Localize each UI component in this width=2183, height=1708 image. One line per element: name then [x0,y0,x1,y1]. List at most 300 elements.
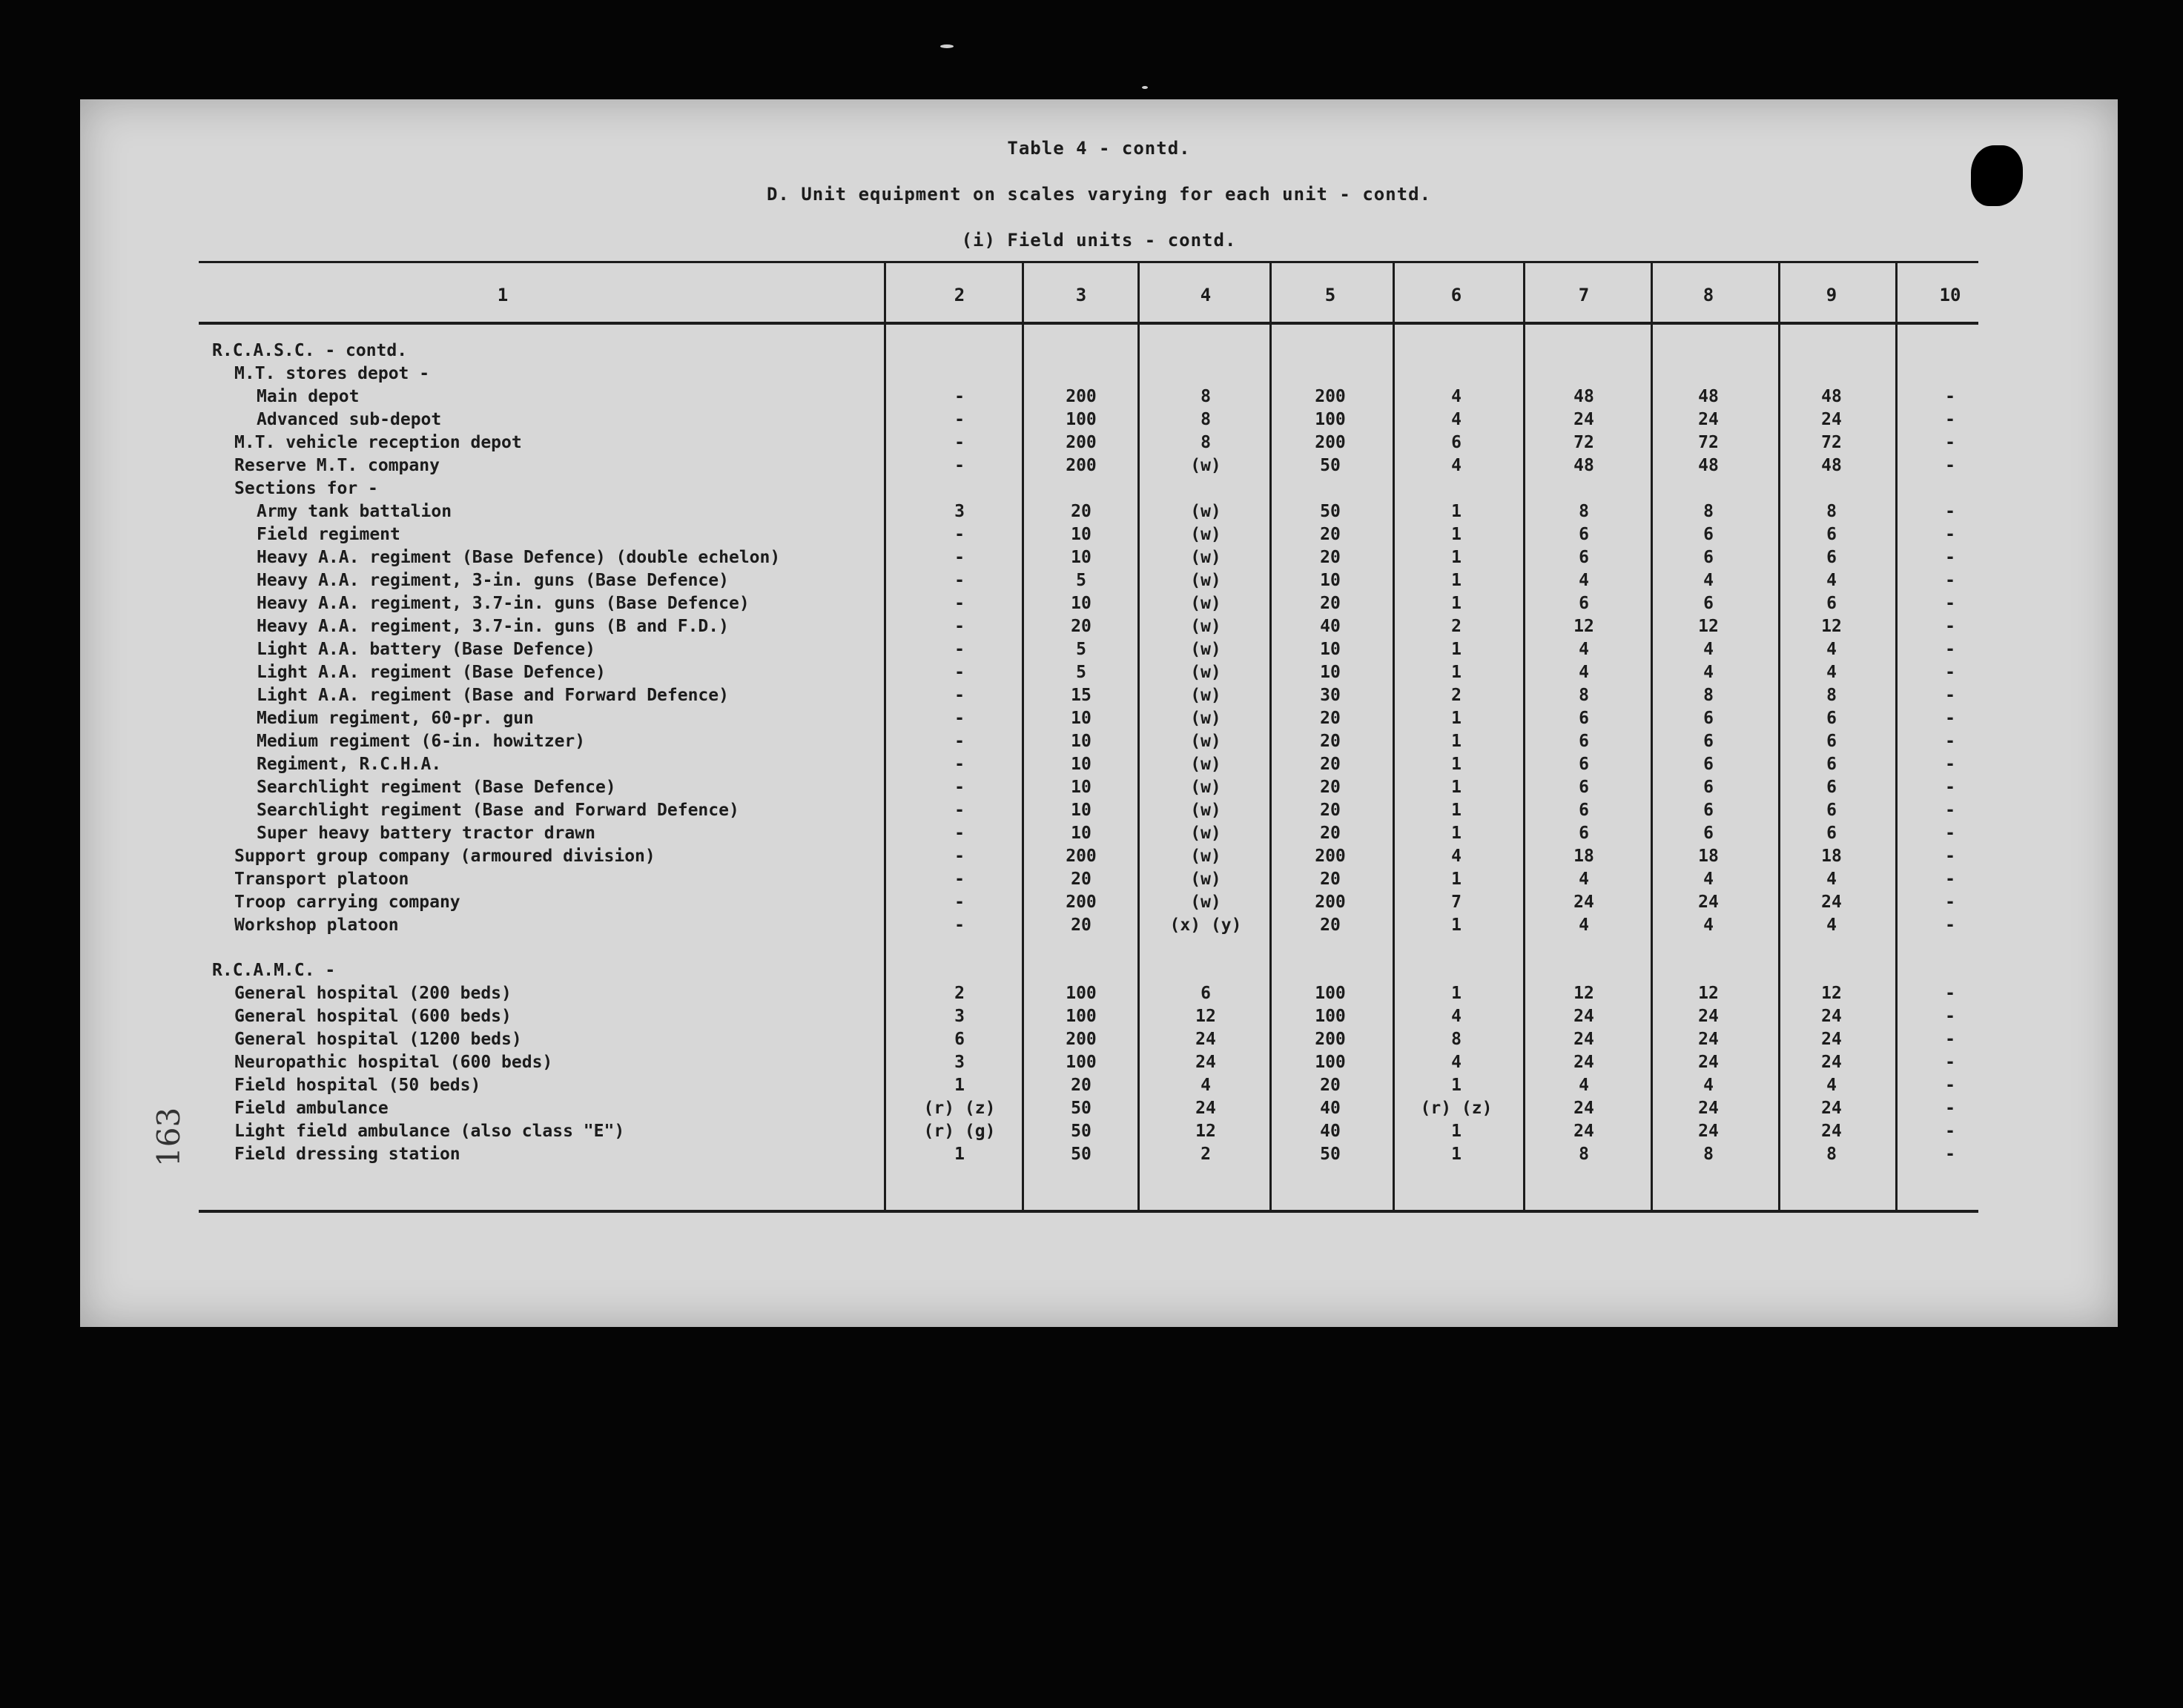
table-cell: 6 [1826,594,1837,613]
table-cell: 8 [1703,686,1714,705]
table-cell: 100 [1315,410,1346,429]
table-cell: 6 [1826,525,1837,544]
row-label: Sections for - [234,479,378,498]
table-cell: 12 [1821,984,1842,1003]
column-number: 4 [1200,285,1212,305]
table-cell: 20 [1320,916,1341,935]
table-cell: 12 [1698,984,1719,1003]
table-cell: 200 [1066,847,1097,866]
table-row [80,479,2118,501]
table-cell: 1 [1451,778,1462,797]
table-cell: 6 [954,1030,965,1049]
table-cell: - [1945,456,1955,475]
table-cell: 20 [1320,525,1341,544]
table-cell: 8 [1826,686,1837,705]
film-speck [1142,86,1148,89]
table-cell: 100 [1315,1053,1346,1072]
table-row [80,709,2118,731]
table-cell: 24 [1821,1030,1842,1049]
table-cell: 10 [1071,801,1092,820]
table-cell: - [954,456,965,475]
table-cell: (w) [1190,893,1221,912]
table-cell: 50 [1071,1099,1092,1118]
table-cell: 6 [1579,755,1589,774]
table-cell: (w) [1190,456,1221,475]
page-subsubtitle: (i) Field units - contd. [961,230,1237,251]
table-cell: 20 [1320,1076,1341,1095]
table-cell: 12 [1698,617,1719,636]
table-cell: 8 [1201,433,1211,452]
row-label: Light field ambulance (also class "E") [234,1122,625,1141]
row-label: Field dressing station [234,1145,460,1164]
table-cell: (w) [1190,847,1221,866]
table-cell: (x) (y) [1169,916,1242,935]
table-cell: 24 [1573,1007,1594,1026]
table-cell: (w) [1190,870,1221,889]
table-cell: 24 [1698,1122,1719,1141]
table-cell: 24 [1573,1053,1594,1072]
table-row [80,548,2118,570]
table-cell: 4 [1201,1076,1211,1095]
table-cell: 1 [1451,640,1462,659]
row-label: Field hospital (50 beds) [234,1076,481,1095]
table-cell: (w) [1190,502,1221,521]
table-cell: 24 [1821,1053,1842,1072]
table-cell: - [954,548,965,567]
table-body [80,99,2118,1327]
table-cell: 1 [954,1145,965,1164]
table-cell: 24 [1698,1053,1719,1072]
table-cell: - [954,755,965,774]
table-cell: 6 [1826,548,1837,567]
table-cell: 24 [1698,893,1719,912]
table-cell: - [1945,525,1955,544]
table-row [80,364,2118,386]
table-cell: 1 [1451,1122,1462,1141]
table-cell: 1 [1451,525,1462,544]
row-label: Light A.A. battery (Base Defence) [257,640,595,659]
table-cell: (w) [1190,801,1221,820]
table-cell: 20 [1320,732,1341,751]
table-cell: - [1945,732,1955,751]
row-label: Support group company (armoured division) [234,847,655,866]
table-row [80,663,2118,685]
table-cell: - [1945,548,1955,567]
table-row [80,594,2118,616]
table-cell: 10 [1071,594,1092,613]
row-label: M.T. stores depot - [234,364,430,383]
table-cell: 4 [1826,916,1837,935]
table-cell: 20 [1320,755,1341,774]
table-cell: 40 [1320,1122,1341,1141]
table-row [80,1007,2118,1029]
column-number: 2 [954,285,965,305]
table-cell: 10 [1071,824,1092,843]
row-label: Field regiment [257,525,400,544]
table-cell: 6 [1451,433,1462,452]
table-cell: 10 [1071,732,1092,751]
table-cell: (w) [1190,778,1221,797]
table-cell: - [954,433,965,452]
table-cell: 100 [1066,410,1097,429]
column-number: 9 [1826,285,1837,305]
table-cell: 50 [1320,456,1341,475]
table-cell: - [954,410,965,429]
row-label: General hospital (600 beds) [234,1007,512,1026]
column-number: 6 [1450,285,1462,305]
table-cell: 48 [1573,456,1594,475]
table-cell: 2 [1451,686,1462,705]
column-number: 5 [1324,285,1336,305]
table-cell: 6 [1579,709,1589,728]
table-cell: 24 [1573,1122,1594,1141]
table-cell: 12 [1573,617,1594,636]
table-cell: 20 [1320,548,1341,567]
table-cell: 3 [954,1053,965,1072]
table-cell: 4 [1703,870,1714,889]
table-cell: (w) [1190,663,1221,682]
table-cell: 1 [1451,824,1462,843]
table-cell: (w) [1190,732,1221,751]
table-cell: 12 [1195,1007,1216,1026]
table-cell: 24 [1573,893,1594,912]
table-cell: 4 [1451,387,1462,406]
table-cell: 1 [1451,1076,1462,1095]
table-cell: 6 [1826,801,1837,820]
table-cell: - [954,916,965,935]
table-cell: - [1945,1122,1955,1141]
table-cell: 10 [1071,755,1092,774]
table-cell: 200 [1315,893,1346,912]
row-label: Searchlight regiment (Base and Forward Defence) [257,801,739,820]
table-cell: - [1945,1007,1955,1026]
row-label: M.T. vehicle reception depot [234,433,522,452]
table-cell: 48 [1573,387,1594,406]
table-cell: - [954,847,965,866]
table-cell: - [1945,847,1955,866]
table-cell: 12 [1573,984,1594,1003]
table-cell: 4 [1579,870,1589,889]
table-row [80,1076,2118,1098]
table-cell: 8 [1201,387,1211,406]
table-cell: 48 [1698,456,1719,475]
table-cell: 24 [1195,1053,1216,1072]
table-row [80,617,2118,639]
table-cell: 20 [1320,594,1341,613]
table-cell: 6 [1826,778,1837,797]
table-cell: - [1945,1053,1955,1072]
table-cell: 6 [1703,778,1714,797]
table-cell: - [1945,640,1955,659]
table-cell: (w) [1190,686,1221,705]
row-label: Regiment, R.C.H.A. [257,755,442,774]
table-cell: 24 [1821,1099,1842,1118]
table-cell: 7 [1451,893,1462,912]
row-label: Advanced sub-depot [257,410,442,429]
table-cell: 6 [1826,824,1837,843]
table-cell: 72 [1698,433,1719,452]
table-cell: 1 [1451,571,1462,590]
handwritten-page-number: 163 [151,1107,187,1167]
table-cell: 4 [1451,456,1462,475]
table-cell: - [954,870,965,889]
table-row [80,1099,2118,1121]
table-cell: - [954,686,965,705]
row-label: Heavy A.A. regiment, 3.7-in. guns (B and F.D.) [257,617,729,636]
table-row [80,870,2118,892]
table-cell: 12 [1195,1122,1216,1141]
table-cell: 8 [1703,1145,1714,1164]
table-cell: 24 [1821,1007,1842,1026]
table-cell: 4 [1826,663,1837,682]
table-row [80,1030,2118,1052]
table-cell: - [954,824,965,843]
table-cell: 200 [1066,456,1097,475]
table-cell: (w) [1190,824,1221,843]
table-cell: - [1945,686,1955,705]
table-cell: 12 [1821,617,1842,636]
table-cell: 100 [1315,1007,1346,1026]
column-number: 10 [1939,285,1961,305]
table-cell: (w) [1190,594,1221,613]
table-row [80,961,2118,983]
table-row [80,456,2118,478]
row-label: General hospital (200 beds) [234,984,512,1003]
table-cell: 4 [1703,640,1714,659]
table-cell: 18 [1573,847,1594,866]
table-cell: 50 [1320,502,1341,521]
table-row [80,433,2118,455]
table-cell: 1 [1451,709,1462,728]
table-cell: - [954,594,965,613]
row-label: Reserve M.T. company [234,456,440,475]
table-cell: 200 [1066,387,1097,406]
table-cell: 6 [1703,801,1714,820]
table-cell: - [954,709,965,728]
table-cell: - [1945,433,1955,452]
table-cell: 1 [1451,916,1462,935]
table-row [80,916,2118,938]
table-cell: 100 [1066,1053,1097,1072]
table-row [80,1145,2118,1167]
table-cell: (w) [1190,571,1221,590]
table-cell: 24 [1821,893,1842,912]
table-cell: 200 [1315,387,1346,406]
table-cell: 4 [1451,847,1462,866]
table-cell: 6 [1579,548,1589,567]
table-cell: 50 [1071,1122,1092,1141]
table-cell: 5 [1076,640,1086,659]
table-cell: (r) (z) [923,1099,996,1118]
table-cell: 6 [1703,732,1714,751]
table-cell: - [954,663,965,682]
table-cell: - [1945,984,1955,1003]
table-cell: 6 [1703,525,1714,544]
table-cell: 100 [1066,984,1097,1003]
table-cell: 4 [1703,663,1714,682]
table-cell: 20 [1071,1076,1092,1095]
table-cell: 1 [1451,801,1462,820]
table-cell: 10 [1071,709,1092,728]
table-cell: 48 [1821,456,1842,475]
table-cell: 4 [1579,663,1589,682]
table-cell: - [1945,1076,1955,1095]
table-cell: 6 [1579,824,1589,843]
document-sheet [80,99,2118,1327]
table-cell: (r) (z) [1420,1099,1493,1118]
table-cell: 20 [1320,778,1341,797]
table-cell: (w) [1190,709,1221,728]
row-label: Transport platoon [234,870,409,889]
table-cell: 4 [1703,571,1714,590]
table-cell: 5 [1076,663,1086,682]
row-label: Heavy A.A. regiment (Base Defence) (double echelon) [257,548,781,567]
table-cell: - [1945,410,1955,429]
table-cell: 24 [1573,410,1594,429]
table-row [80,732,2118,754]
table-cell: 20 [1320,824,1341,843]
table-cell: 6 [1703,594,1714,613]
table-cell: 20 [1071,870,1092,889]
table-cell: 20 [1320,870,1341,889]
table-cell: - [1945,594,1955,613]
table-row [80,778,2118,800]
table-cell: 4 [1451,1007,1462,1026]
table-cell: 24 [1821,410,1842,429]
table-cell: 3 [954,1007,965,1026]
table-cell: 72 [1573,433,1594,452]
table-cell: 5 [1076,571,1086,590]
table-row [80,525,2118,547]
table-cell: (w) [1190,617,1221,636]
table-cell: 10 [1071,548,1092,567]
table-cell: - [1945,663,1955,682]
table-cell: 24 [1195,1099,1216,1118]
table-cell: 6 [1579,801,1589,820]
table-cell: - [1945,1145,1955,1164]
table-row [80,571,2118,593]
table-cell: - [1945,755,1955,774]
row-label: Workshop platoon [234,916,399,935]
table-cell: 6 [1201,984,1211,1003]
table-cell: 20 [1320,801,1341,820]
table-cell: 6 [1703,709,1714,728]
table-cell: - [954,525,965,544]
table-cell: 8 [1826,502,1837,521]
table-cell: 4 [1579,571,1589,590]
table-cell: 24 [1698,1007,1719,1026]
table-cell: - [1945,387,1955,406]
table-cell: 20 [1071,617,1092,636]
table-cell: 6 [1826,709,1837,728]
table-cell: 8 [1579,1145,1589,1164]
table-row [80,387,2118,409]
column-number: 3 [1075,285,1087,305]
table-cell: 200 [1066,1030,1097,1049]
table-cell: 4 [1826,1076,1837,1095]
table-cell: 1 [954,1076,965,1095]
table-cell: 24 [1821,1122,1842,1141]
row-label: Medium regiment (6-in. howitzer) [257,732,586,751]
row-label: Light A.A. regiment (Base and Forward Defence) [257,686,729,705]
table-cell: - [954,571,965,590]
row-label: Army tank battalion [257,502,452,521]
table-row [80,1053,2118,1075]
table-row [80,984,2118,1006]
row-label: Neuropathic hospital (600 beds) [234,1053,553,1072]
table-cell: 6 [1703,548,1714,567]
table-cell: 20 [1071,916,1092,935]
row-label: Main depot [257,387,360,406]
table-cell: - [1945,709,1955,728]
row-label: Super heavy battery tractor drawn [257,824,595,843]
table-row [80,893,2118,915]
table-cell: 6 [1579,594,1589,613]
table-cell: 2 [1201,1145,1211,1164]
row-label: Heavy A.A. regiment, 3-in. guns (Base Defence) [257,571,729,590]
table-cell: - [1945,502,1955,521]
table-cell: 4 [1579,1076,1589,1095]
table-cell: 4 [1451,410,1462,429]
page-subtitle: D. Unit equipment on scales varying for each unit - contd. [766,184,1432,205]
table-cell: 100 [1315,984,1346,1003]
table-cell: 24 [1195,1030,1216,1049]
page-title: Table 4 - contd. [1007,138,1191,159]
table-cell: - [954,640,965,659]
table-cell: - [954,778,965,797]
table-cell: 200 [1315,847,1346,866]
table-cell: 48 [1821,387,1842,406]
table-cell: 4 [1826,640,1837,659]
table-cell: 10 [1320,663,1341,682]
table-cell: 6 [1703,824,1714,843]
table-cell: - [1945,778,1955,797]
table-cell: 10 [1071,778,1092,797]
column-number: 8 [1703,285,1714,305]
table-cell: 200 [1315,1030,1346,1049]
row-label: General hospital (1200 beds) [234,1030,522,1049]
table-cell: 15 [1071,686,1092,705]
table-cell: 24 [1573,1099,1594,1118]
table-cell: 8 [1703,502,1714,521]
table-row [80,824,2118,846]
table-cell: 8 [1579,502,1589,521]
table-cell: 1 [1451,984,1462,1003]
table-cell: 4 [1826,571,1837,590]
table-cell: (w) [1190,640,1221,659]
table-cell: 4 [1579,640,1589,659]
table-cell: - [954,387,965,406]
table-cell: 10 [1320,640,1341,659]
table-cell: - [1945,571,1955,590]
table-cell: 200 [1066,893,1097,912]
table-row [80,640,2118,662]
table-cell: 18 [1821,847,1842,866]
table-cell: 1 [1451,594,1462,613]
table-cell: 4 [1826,870,1837,889]
column-number: 1 [497,285,509,305]
table-cell: 200 [1315,433,1346,452]
table-row [80,410,2118,432]
table-row [80,847,2118,869]
row-label: Medium regiment, 60-pr. gun [257,709,534,728]
table-cell: 40 [1320,617,1341,636]
table-cell: - [954,893,965,912]
row-label: Searchlight regiment (Base Defence) [257,778,616,797]
table-cell: (w) [1190,755,1221,774]
table-cell: 6 [1826,755,1837,774]
table-cell: 1 [1451,870,1462,889]
